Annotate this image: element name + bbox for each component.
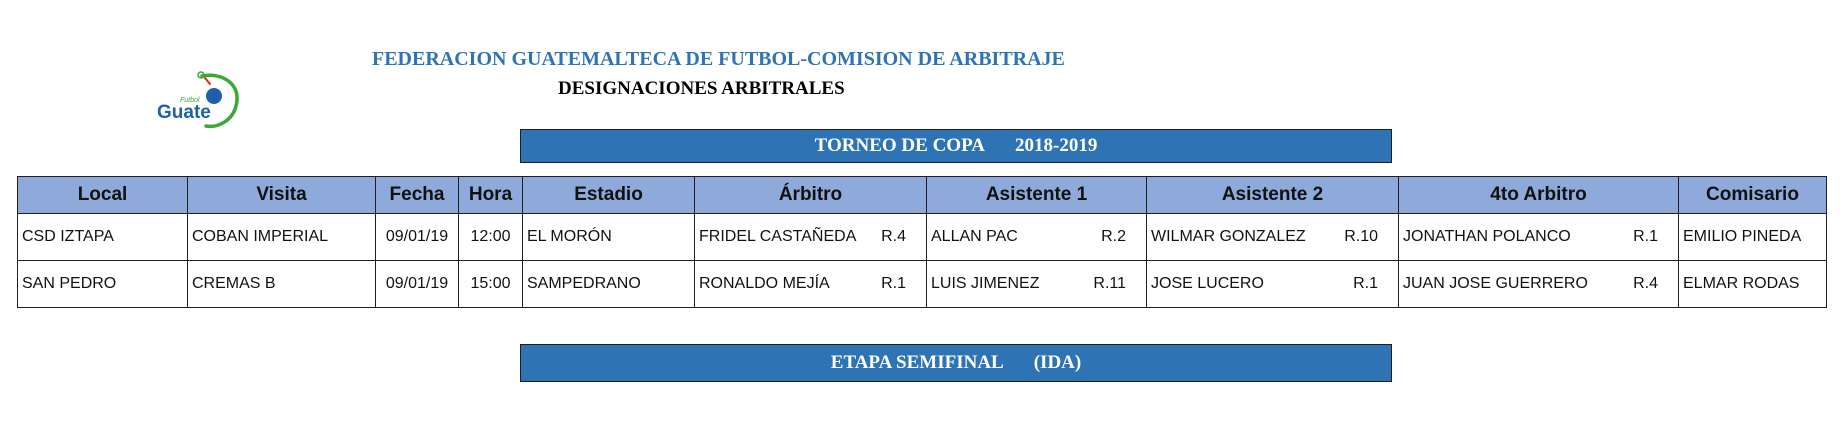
cell-visita: COBAN IMPERIAL — [188, 214, 376, 261]
col-header-arbitro: Árbitro — [695, 177, 927, 214]
col-header-cuarto-arbitro: 4to Arbitro — [1399, 177, 1679, 214]
col-header-estadio: Estadio — [523, 177, 695, 214]
cell-asistente-2 — [1147, 261, 1399, 308]
fourth-official-region: R.4 — [1633, 275, 1658, 292]
logo-accent-mark — [205, 78, 210, 84]
referee-name: FRIDEL CASTAÑEDA — [699, 228, 857, 245]
futbol-guate-logo — [150, 66, 246, 136]
col-header-local: Local — [18, 177, 188, 214]
referee-region: R.4 — [881, 228, 906, 245]
assistant-2-name: WILMAR GONZALEZ — [1151, 228, 1306, 245]
assistant-2-region: R.10 — [1344, 228, 1378, 245]
tournament-season: 2018-2019 — [1015, 135, 1098, 156]
logo-main-text: Guate — [157, 102, 211, 123]
cell-visita: CREMAS B — [188, 261, 376, 308]
fourth-official-name: JONATHAN POLANCO — [1403, 228, 1571, 245]
designations-subtitle: DESIGNACIONES ARBITRALES — [558, 78, 845, 99]
col-header-asistente-1: Asistente 1 — [927, 177, 1147, 214]
cell-comisario: ELMAR RODAS — [1679, 261, 1827, 308]
cell-asistente-1 — [927, 261, 1147, 308]
cell-arbitro — [695, 261, 927, 308]
logo-small-text: Futbol — [180, 97, 200, 104]
assistant-1-name: ALLAN PAC — [931, 228, 1018, 245]
col-header-comisario: Comisario — [1679, 177, 1827, 214]
table-row — [18, 214, 1827, 261]
assistant-1-name: LUIS JIMENEZ — [931, 275, 1040, 292]
fourth-official-name: JUAN JOSE GUERRERO — [1403, 275, 1588, 292]
cell-cuarto-arbitro — [1399, 214, 1679, 261]
cell-estadio: EL MORÓN — [523, 214, 695, 261]
cell-local: CSD IZTAPA — [18, 214, 188, 261]
cell-comisario: EMILIO PINEDA — [1679, 214, 1827, 261]
col-header-visita: Visita — [188, 177, 376, 214]
federation-title: FEDERACION GUATEMALTECA DE FUTBOL-COMISION DE ARBITRAJE — [372, 48, 1065, 70]
tournament-banner — [520, 129, 1392, 163]
cell-hora: 12:00 — [459, 214, 523, 261]
referee-region: R.1 — [881, 275, 906, 292]
fourth-official-region: R.1 — [1633, 228, 1658, 245]
assistant-2-name: JOSE LUCERO — [1151, 275, 1264, 292]
cell-fecha: 09/01/19 — [376, 261, 459, 308]
cell-asistente-1 — [927, 214, 1147, 261]
col-header-asistente-2: Asistente 2 — [1147, 177, 1399, 214]
cell-asistente-2 — [1147, 214, 1399, 261]
cell-estadio: SAMPEDRANO — [523, 261, 695, 308]
assistant-1-region: R.11 — [1093, 275, 1126, 292]
cell-arbitro — [695, 214, 927, 261]
cell-cuarto-arbitro — [1399, 261, 1679, 308]
cell-fecha: 09/01/19 — [376, 214, 459, 261]
cell-hora: 15:00 — [459, 261, 523, 308]
tournament-name: TORNEO DE COPA — [814, 135, 985, 156]
referee-name: RONALDO MEJÍA — [699, 275, 830, 292]
stage-leg: (IDA) — [1033, 352, 1082, 373]
table-row — [18, 261, 1827, 308]
stage-name: ETAPA SEMIFINAL — [830, 352, 1004, 373]
assistant-2-region: R.1 — [1353, 275, 1378, 292]
col-header-fecha: Fecha — [376, 177, 459, 214]
assignments-table — [17, 176, 1827, 308]
assistant-1-region: R.2 — [1101, 228, 1126, 245]
table-header-row — [18, 177, 1827, 214]
stage-banner — [520, 344, 1392, 382]
col-header-hora: Hora — [459, 177, 523, 214]
cell-local: SAN PEDRO — [18, 261, 188, 308]
